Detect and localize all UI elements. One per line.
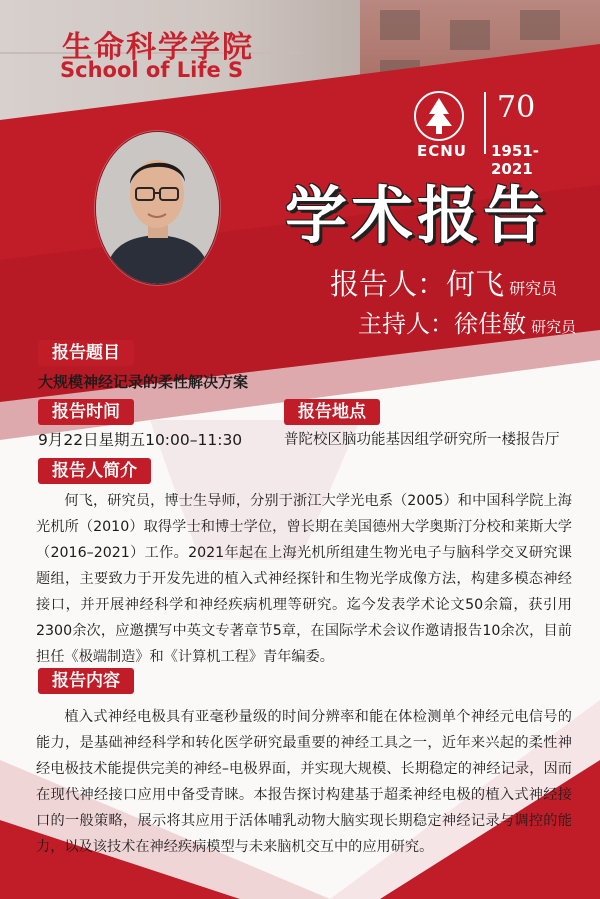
logo-years: 1951-2021 [491,142,539,178]
logo-anniversary-number: 70 [497,90,536,125]
host-line [358,304,576,339]
speaker-label: 报告人： [330,267,447,301]
host-name: 徐佳敏 [454,310,526,338]
portrait-photo [96,132,219,284]
content-text: 植入式神经电极具有亚毫秒量级的时间分辨率和能在体检测单个神经元电信号的能力，是基础神经科学和转化医学研究最重要的神经工具之一，近年来兴起的柔性神经电极技术能提供完美的神经–电极界面，并实现大规模、长期稳定的神经记录，因而在现代神经接口应用中备受青睐。本报告探讨构建基于超柔神经电极的植入式神经接口的一般策略，展示将其应用于活体哺乳动物大脑实现长期稳定神经记录与调控的能力，以及该技术在神经疾病模型与未来脑机交互中的应用研究。 [36,709,572,855]
speaker-name: 何飞 [446,267,505,301]
bio-text: 何飞，研究员，博士生导师，分别于浙江大学光电系（2005）和中国科学院上海光机所（2010）取得学士和博士学位，曾长期在美国德州大学奥斯汀分校和莱斯大学（2016–2021）工作。2021年起在上海光机所组建生物光电子与脑科学交叉研究课题组，主要致力于开发先进的植入式神经探针和生物光学成像方法，构建多模态神经接口，并开展神经科学和神经疾病机理等研究。迄今发表学术论文50余篇，获引用2300余次，应邀撰写中英文专著章节5章，在国际学术会议作邀请报告10余次，目前担任《极端制造》和《计算机工程》青年编委。 [36,493,572,665]
location-section-label: 报告地点 [284,399,380,425]
ecnu-tree-logo-icon [407,90,477,150]
logo-abbreviation: ECNU [417,142,467,160]
speaker-portrait [95,131,220,285]
topic-text: 大规模神经记录的柔性解决方案 [38,373,249,391]
time-text: 9月22日星期五10:00–11:30 [38,431,243,449]
content-section-label: 报告内容 [38,668,134,694]
host-role: 研究员 [531,318,577,336]
location-text: 普陀校区脑功能基因组学研究所一楼报告厅 [284,432,560,448]
building-sign-english: School of Life S [60,58,244,82]
topic-section-label: 报告题目 [38,340,134,366]
logo-divider [484,92,486,154]
host-label: 主持人： [358,310,454,338]
poster-title: 学术报告 [285,179,550,252]
speaker-line [330,262,557,303]
bio-section-label: 报告人简介 [38,458,151,484]
time-section-label: 报告时间 [38,399,134,425]
speaker-role: 研究员 [509,279,558,298]
building-sign-chinese: 生命科学学院 [62,30,254,65]
